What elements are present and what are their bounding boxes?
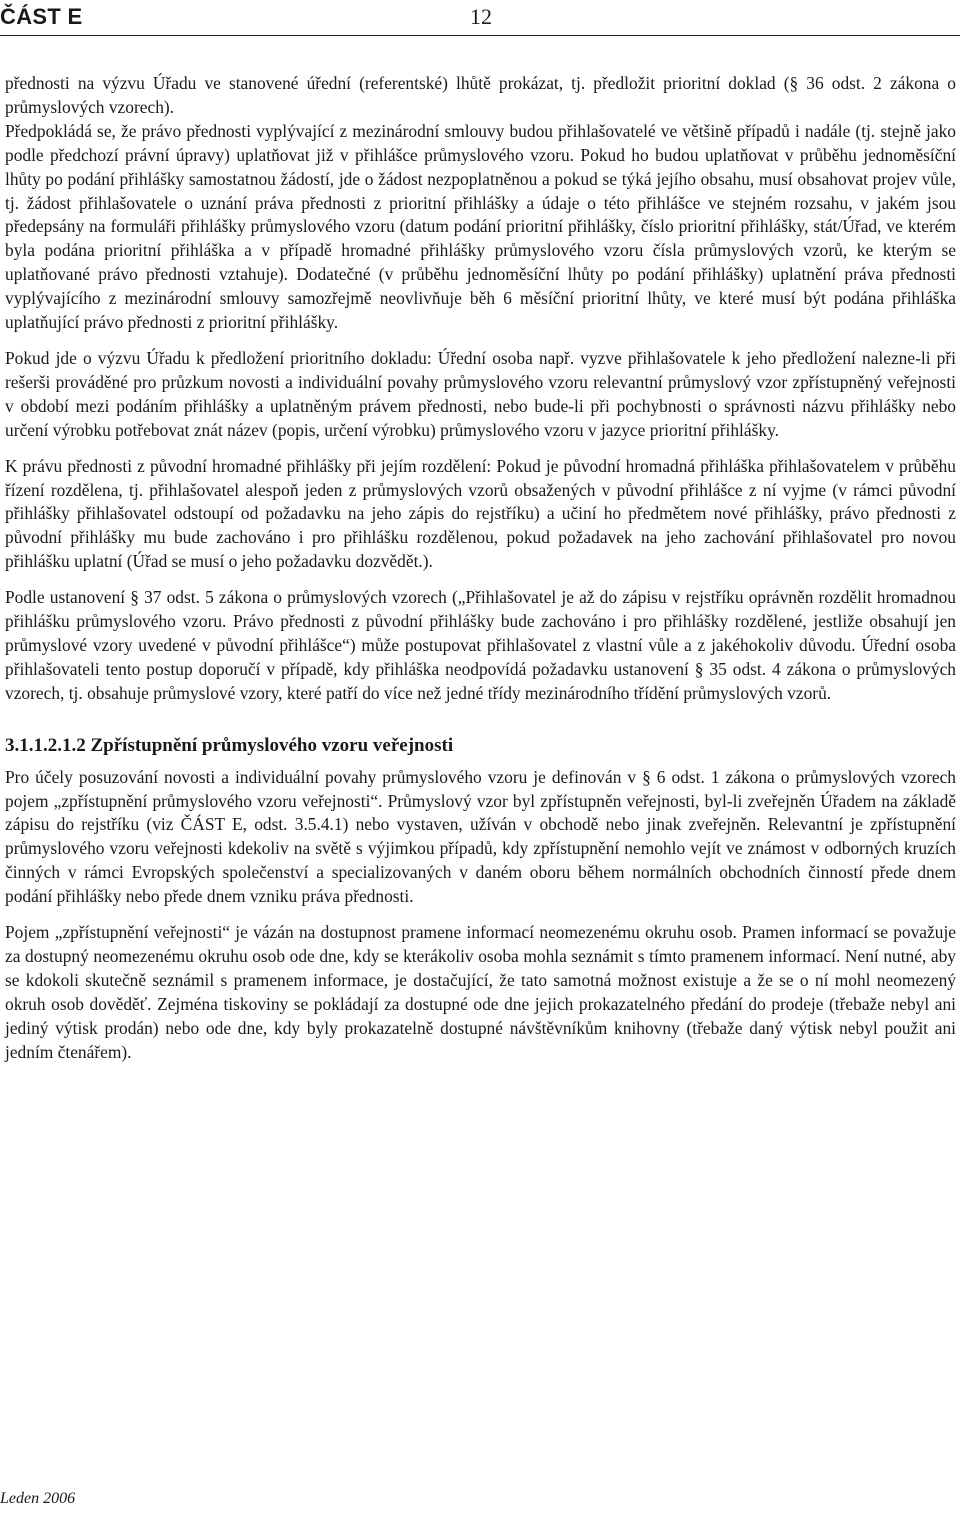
page-number: 12 [470,4,492,29]
paragraph-priority-document: Pokud jde o výzvu Úřadu k předložení prioritního dokladu: Úřední osoba např. vyzve přihlašovatele k jeho předložení nalezne-li při rešerši prováděné pro průzkum novosti a individuální povahy průmyslového vzoru relevantní průmyslový vzor zpřístupněný veřejnosti v období mezi podáním přihlášky a uplatněným právem přednosti, nebo bude-li při pochybnosti o správnosti názvu přihlášky nebo určení výrobku potřebovat znát název (popis, určení výrobku) průmyslového vzoru v jazyce prioritní přihlášky. [5,347,956,440]
paragraph-public-disclosure: Pro účely posuzování novosti a individuální povahy průmyslového vzoru je definován v § 6 odst. 1 zákona o průmyslových vzorech pojem „zpřístupnění průmyslového vzoru veřejnosti“. Průmyslový vzor byl zpřístupněn veřejnosti, byl-li zveřejněn Úřadem na základě zápisu do rejstříku (viz ČÁST E, odst. 3.5.4.1) nebo vystaven, užíván v obchodě nebo jinak zveřejněn. Relevantní je zpřístupnění průmyslového vzoru veřejnosti kdekoliv na světě s výjimkou případů, kdy zpřístupnění nemohlo vejít ve známost v odborných kruzích činných v rámci Evropských společenství a specializovaných v daném oboru během normálních obchodních činností přede dnem podání přihlášky nebo přede dnem vzniku práva přednosti. [5,766,956,907]
section-title: ČÁST E [0,4,83,29]
header-divider [0,35,960,36]
paragraph-continuation: přednosti na výzvu Úřadu ve stanovené úřední (referentské) lhůtě prokázat, tj. předložit prioritní doklad (§ 36 odst. 2 zákona o průmyslových vzorech). [5,73,956,117]
page-footer-date: Leden 2006 [0,1490,76,1507]
page-header [0,0,960,36]
paragraph-divided-application: K právu přednosti z původní hromadné přihlášky při jejím rozdělení: Pokud je původní hromadná přihláška přihlašovatelem v průběhu řízení rozdělena, tj. přihlašovatel alespoň jeden z průmyslových vzorů obsažených v původní přihlášce z ní vyjme (v rámci původní přihlášky přihlašovatel odstoupí od požadavku na jeho zápis do rejstříku) a učiní ho předmětem nové přihlášky, právo přednosti z původní přihlášky mu bude zachováno i pro přihlášku rozdělenou, pokud požadavek na jeho zachování přihlašovatel pro novou přihlášku uplatní (Úřad se musí o jeho požadavku dozvědět.). [5,455,956,572]
paragraph-priority-claim: Předpokládá se, že právo přednosti vyplývající z mezinárodní smlouvy budou přihlašovatelé ve většině případů i nadále (tj. stejně jako podle předchozí právní úpravy) uplatňovat již v přihlášce průmyslového vzoru. Pokud ho budou uplatňovat v průběhu jednoměsíční lhůty po podání přihlášky samostatnou žádostí, jde o žádost nezpoplatněnou a pokud se týká jejího obsahu, musí obsahovat projev vůle, tj. žádost přihlašovatele o uznání práva přednosti z prioritní přihlášky a údaje o této přihlášce ve stejném rozsahu, v jakém jsou předepsány na formuláři přihlášky průmyslového vzoru (datum podání prioritní přihlášky, číslo prioritní přihlášky, stát/Úřad, ve kterém byla podána prioritní přihláška a v případě hromadné přihlášky průmyslového vzoru čísla průmyslových vzorů, ke kterým se uplatňované právo přednosti vztahuje). Dodatečné (v průběhu jednoměsíční lhůty po podání přihlášky) uplatnění práva přednosti vyplývajícího z mezinárodní smlouvy samozřejmě neovlivňuje běh 6 měsíční prioritní lhůty, ve které musí být podána přihláška uplatňující právo přednosti z prioritní přihlášky. [5,120,956,333]
paragraph-disclosure-concept: Pojem „zpřístupnění veřejnosti“ je vázán na dostupnost pramene informací neomezenému okruhu osob. Pramen informací se považuje za dostupný neomezenému okruhu osob ode dne, kdy se kterákoliv osoba mohla seznámit s tímto pramenem informací. Není nutné, aby se kdokoli skutečně seznámil s pramenem informace, je dostačující, že tato samotná možnost existuje a že se o ní mohl neomezený okruh osob dověděť. Zejména tiskoviny se pokládají za dostupné ode dne jejich prokazatelného předání do prodeje (třebaže nebyl ani jediný výtisk prodán) nebo ode dne, kdy byly prokazatelně dostupné návštěvníkům knihovny (třebaže daný výtisk nebyl použit ani jedním čtenářem). [5,922,956,1062]
paragraph-section-37: Podle ustanovení § 37 odst. 5 zákona o průmyslových vzorech („Přihlašovatel je až do zápisu v rejstříku oprávněn rozdělit hromadnou přihlášku průmyslového vzoru. Právo přednosti z původní přihlášky bude zachováno i pro přihlášky rozdělené, jestliže obsahují jen průmyslové vzory uvedené v původní přihlášce“) může postupovat přihlašovatel z vlastní vůle a z jakéhokoliv důvodu. Úřední osoba přihlašovateli tento postup doporučí v případě, kdy přihláška neodpovídá požadavku ustanovení § 35 odst. 4 zákona o průmyslových vzorech, tj. obsahuje průmyslové vzory, které patří do více než jedné třídy mezinárodního třídění průmyslových vzorů. [5,587,956,703]
page-content [5,72,956,1077]
subsection-heading: 3.1.1.2.1.2 Zpřístupnění průmyslového vzoru veřejnosti [5,734,454,756]
